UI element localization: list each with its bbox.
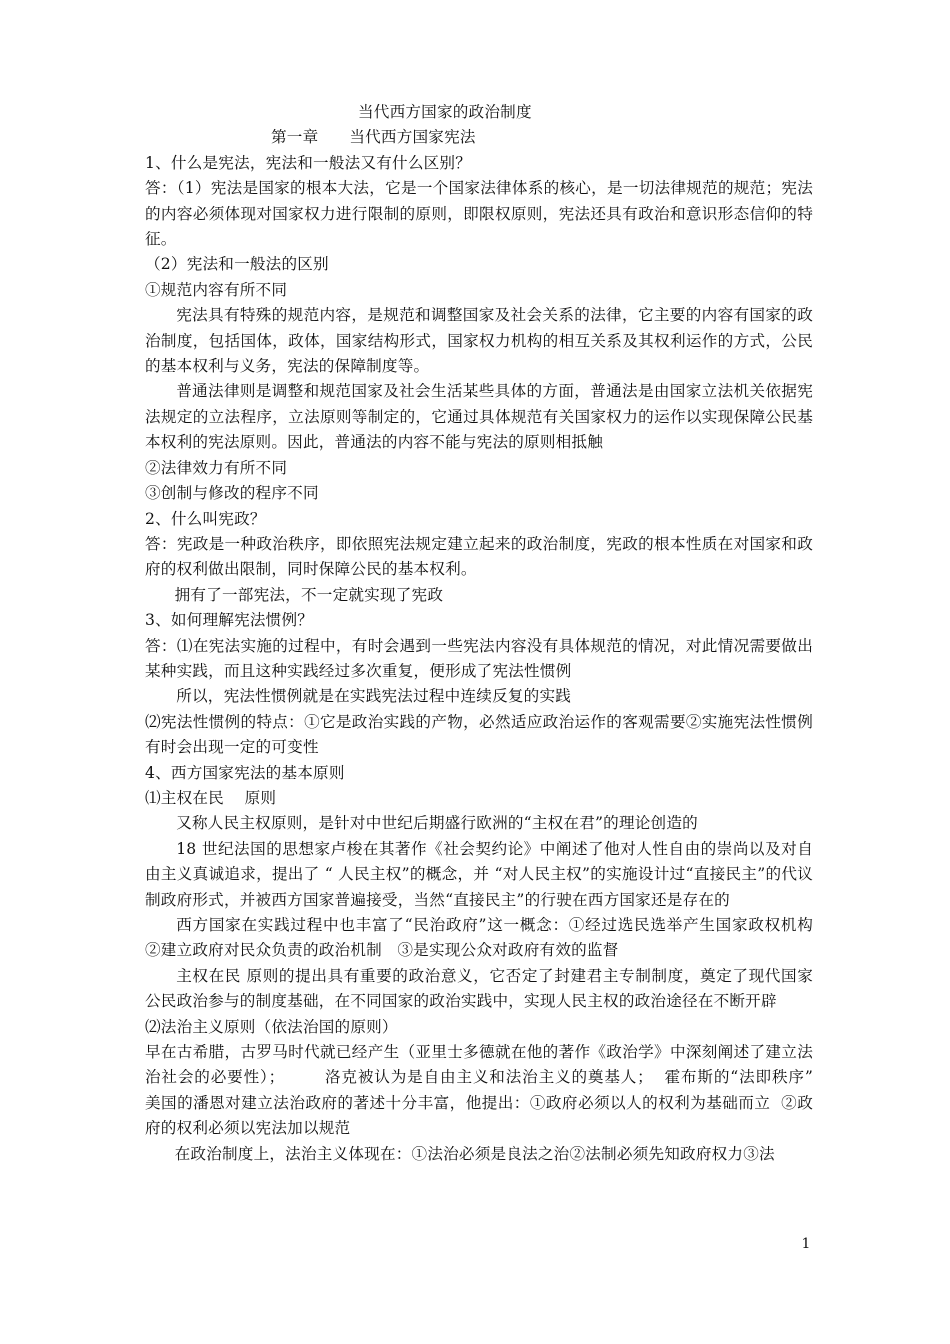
body-paragraph: ⑵宪法性惯例的特点：①它是政治实践的产物，必然适应政治运作的客观需要②实施宪法性惯例有时会出现一定的可变性 [145,712,813,757]
document-title: 当代西方国家的政治制度 [358,103,532,121]
answer-paragraph: 答：宪政是一种政治秩序，即依照宪法规定建立起来的政治制度，宪政的根本性质在对国家和政府的权利做出限制，同时保障公民的基本权利。 [145,534,813,579]
body-paragraph: 普通法律则是调整和规范国家及社会生活某些具体的方面，普通法是由国家立法机关依据宪法规定的立法程序，立法原则等制定的，它通过具体规范有关国家权力的运作以实现保障公民基本权利的宪法原则。因此，普通法的内容不能与宪法的原则相抵触 [145,382,813,452]
subsection-heading: （2）宪法和一般法的区别 [145,255,329,274]
body-paragraph: 在政治制度上，法治主义体现在：①法治必须是良法之治②法制必须先知政府权力③法 [174,1144,775,1163]
principle-heading: ⑴主权在民 原则 [145,788,277,807]
body-paragraph: 早在古希腊，古罗马时代就已经产生（亚里士多德就在他的著作《政治学》中深刻阐述了建立法治社会的必要性）； 洛克被认为是自由主义和法治主义的奠基人； 霍布斯的“法即秩序” 美国的潘恩对建立法治政府的著述十分丰富，他提出：①政府必须以人的权利为基础而立 ②政府的权利必须以宪法加以规范 [145,1043,834,1138]
body-paragraph: 主权在民 原则的提出具有重要的政治意义，它否定了封建君主专制制度，奠定了现代国家公民政治参与的制度基础，在不同国家的政治实践中，实现人民主权的政治途径在不断开辟 [145,966,813,1011]
question-4: 4、西方国家宪法的基本原则 [145,763,345,782]
body-paragraph: 拥有了一部宪法，不一定就实现了宪政 [174,585,444,604]
document-body [145,100,834,1167]
body-paragraph: 宪法具有特殊的规范内容，是规范和调整国家及社会关系的法律，它主要的内容有国家的政治制度，包括国体，政体，国家结构形式，国家权力机构的相互关系及其权利运作的方式，公民的基本权利与义务，宪法的保障制度等。 [145,306,813,376]
page-number: 1 [801,1236,811,1252]
question-2: 2、什么叫宪政？ [145,509,266,528]
list-item: ①规范内容有所不同 [145,280,288,299]
question-1: 1、什么是宪法，宪法和一般法又有什么区别？ [145,153,471,172]
chapter-heading: 第一章 当代西方国家宪法 [271,128,476,147]
body-paragraph: 所以，宪法性惯例就是在实践宪法过程中连续反复的实践 [176,687,572,706]
principle-heading: ⑵法治主义原则（依法治国的原则） [145,1017,398,1036]
body-paragraph: 18 世纪法国的思想家卢梭在其著作《社会契约论》中阐述了他对人性自由的崇尚以及对自由主义真诚追求，提出了 “ 人民主权”的概念，并 “对人民主权”的实施设计过“直接民主”的代议制政府形式，并被西方国家普遍接受，当然“直接民主”的行驶在西方国家还是存在的 [145,839,813,909]
body-paragraph: 西方国家在实践过程中也丰富了“民治政府”这一概念：①经过选民选举产生国家政权机构 ②建立政府对民众负责的政治机制 ③是实现公众对政府有效的监督 [145,916,824,960]
list-item: ②法律效力有所不同 [145,458,288,477]
body-paragraph: 又称人民主权原则，是针对中世纪后期盛行欧洲的“主权在君”的理论创造的 [176,814,698,833]
list-item: ③创制与修改的程序不同 [145,484,319,503]
question-3: 3、如何理解宪法惯例？ [145,611,314,630]
answer-paragraph: 答：（1）宪法是国家的根本大法，它是一个国家法律体系的核心，是一切法律规范的规范；宪法的内容必须体现对国家权力进行限制的原则，即限权原则，宪法还具有政治和意识形态信仰的特征。 [145,179,813,249]
answer-paragraph: 答：⑴在宪法实施的过程中，有时会遇到一些宪法内容没有具体规范的情况，对此情况需要做出某种实践，而且这种实践经过多次重复，便形成了宪法性惯例 [145,636,813,680]
